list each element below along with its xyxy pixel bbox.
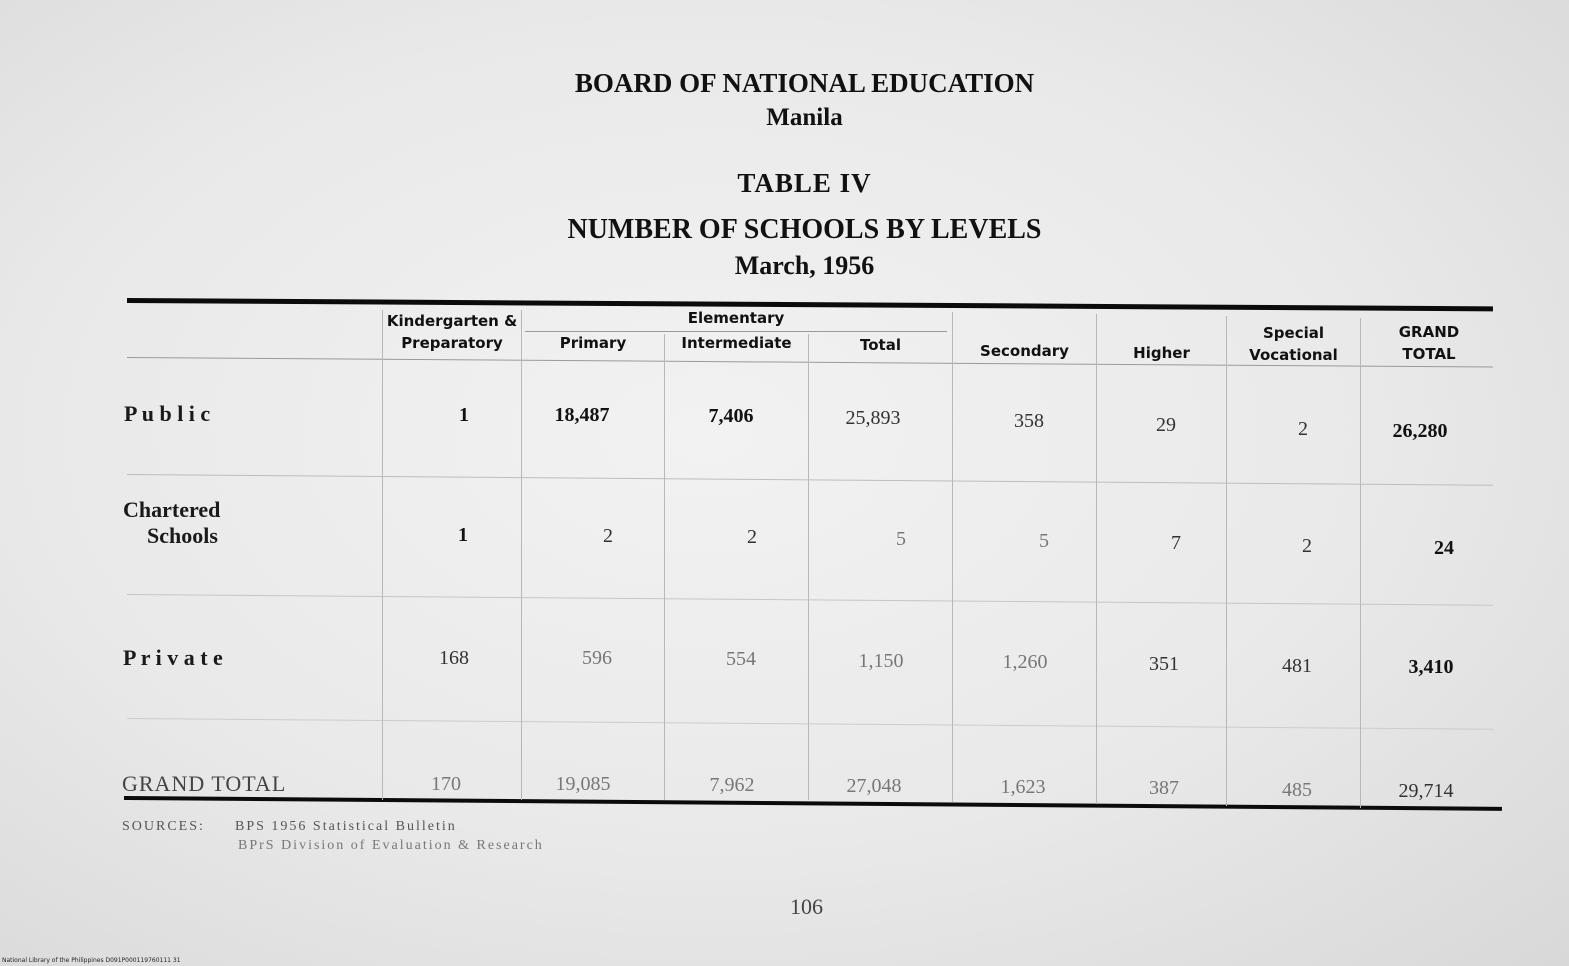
col-grand-line1: GRAND xyxy=(1398,323,1460,341)
cell-grand-intermediate: 7,962 xyxy=(709,774,755,796)
cell-public-total: 25,893 xyxy=(845,407,901,429)
column-separator xyxy=(664,334,665,800)
cell-public-primary: 18,487 xyxy=(554,404,610,426)
col-primary-header: Primary xyxy=(559,334,627,352)
sources-line2: BPrS Division of Evaluation & Research xyxy=(238,838,544,853)
col-higher-header: Higher xyxy=(1133,344,1190,362)
table-date: March, 1956 xyxy=(734,251,875,280)
cell-private-primary: 596 xyxy=(582,647,612,669)
sources-line1: BPS 1956 Statistical Bulletin xyxy=(235,819,457,834)
table-label: TABLE IV xyxy=(737,168,872,198)
cell-public-special: 2 xyxy=(1298,418,1308,440)
column-separator xyxy=(1226,316,1227,806)
cell-chartered-secondary: 5 xyxy=(1039,530,1049,552)
row-divider-3 xyxy=(127,718,1493,730)
cell-private-grand-total: 3,410 xyxy=(1408,656,1454,678)
row-label-grand-total: GRAND TOTAL xyxy=(122,771,287,796)
cell-public-intermediate: 7,406 xyxy=(708,405,754,427)
col-kindergarten-line2: Preparatory xyxy=(401,334,503,352)
city-heading: Manila xyxy=(766,104,843,131)
column-separator xyxy=(382,310,383,800)
cell-private-kindergarten: 168 xyxy=(439,647,469,669)
cell-private-intermediate: 554 xyxy=(726,648,756,670)
cell-grand-total: 27,048 xyxy=(846,775,902,797)
cell-public-higher: 29 xyxy=(1156,414,1176,436)
cell-grand-primary: 19,085 xyxy=(555,773,611,795)
table-title: NUMBER OF SCHOOLS BY LEVELS xyxy=(567,214,1042,245)
column-separator xyxy=(1096,314,1097,804)
cell-grand-grand-total: 29,714 xyxy=(1398,780,1454,802)
cell-chartered-special: 2 xyxy=(1302,535,1312,557)
cell-chartered-total: 5 xyxy=(896,528,906,550)
sources-label: SOURCES: xyxy=(122,819,205,834)
cell-private-higher: 351 xyxy=(1149,653,1179,675)
row-label-chartered-line1: Chartered xyxy=(123,497,221,522)
board-heading: BOARD OF NATIONAL EDUCATION xyxy=(574,68,1035,98)
cell-private-secondary: 1,260 xyxy=(1002,651,1048,673)
row-divider-2 xyxy=(127,594,1493,606)
cell-grand-special: 485 xyxy=(1282,779,1312,801)
cell-public-kindergarten: 1 xyxy=(459,404,469,426)
cell-chartered-intermediate: 2 xyxy=(747,526,757,548)
cell-chartered-higher: 7 xyxy=(1171,532,1181,554)
row-label-private: P r i v a t e xyxy=(123,645,223,670)
cell-grand-kindergarten: 170 xyxy=(431,773,461,795)
cell-private-special: 481 xyxy=(1282,655,1312,677)
column-separator xyxy=(808,334,809,800)
archive-footer-note: National Library of the Philippines D091P000119760111 31 xyxy=(2,957,181,964)
cell-public-secondary: 358 xyxy=(1014,410,1044,432)
cell-chartered-kindergarten: 1 xyxy=(458,524,468,546)
column-separator xyxy=(521,310,522,800)
col-grand-total-header xyxy=(1361,321,1497,365)
column-separator xyxy=(1360,318,1361,808)
column-separator xyxy=(952,312,953,802)
col-special-line1: Special xyxy=(1262,324,1324,342)
col-kindergarten-header xyxy=(383,310,521,354)
col-secondary-header: Secondary xyxy=(980,342,1069,360)
cell-chartered-primary: 2 xyxy=(603,525,613,547)
row-label-public: P u b l i c xyxy=(124,401,211,426)
row-label-chartered-line2: Schools xyxy=(147,523,218,548)
row-divider-1 xyxy=(127,474,1493,486)
col-intermediate-header: Intermediate xyxy=(681,334,792,352)
cell-grand-higher: 387 xyxy=(1149,777,1179,799)
cell-public-grand-total: 26,280 xyxy=(1392,420,1448,442)
col-special-header xyxy=(1227,322,1360,366)
col-kindergarten-line1: Kindergarten & xyxy=(386,312,518,330)
cell-private-total: 1,150 xyxy=(858,650,904,672)
col-elementary-header: Elementary xyxy=(687,309,785,327)
cell-grand-secondary: 1,623 xyxy=(1000,776,1046,798)
page-number: 106 xyxy=(790,894,823,919)
row-label-chartered xyxy=(123,497,220,549)
col-grand-line2: TOTAL xyxy=(1402,345,1456,363)
col-special-line2: Vocational xyxy=(1249,346,1338,364)
cell-chartered-grand-total: 24 xyxy=(1434,537,1454,559)
col-total-header: Total xyxy=(860,336,901,354)
